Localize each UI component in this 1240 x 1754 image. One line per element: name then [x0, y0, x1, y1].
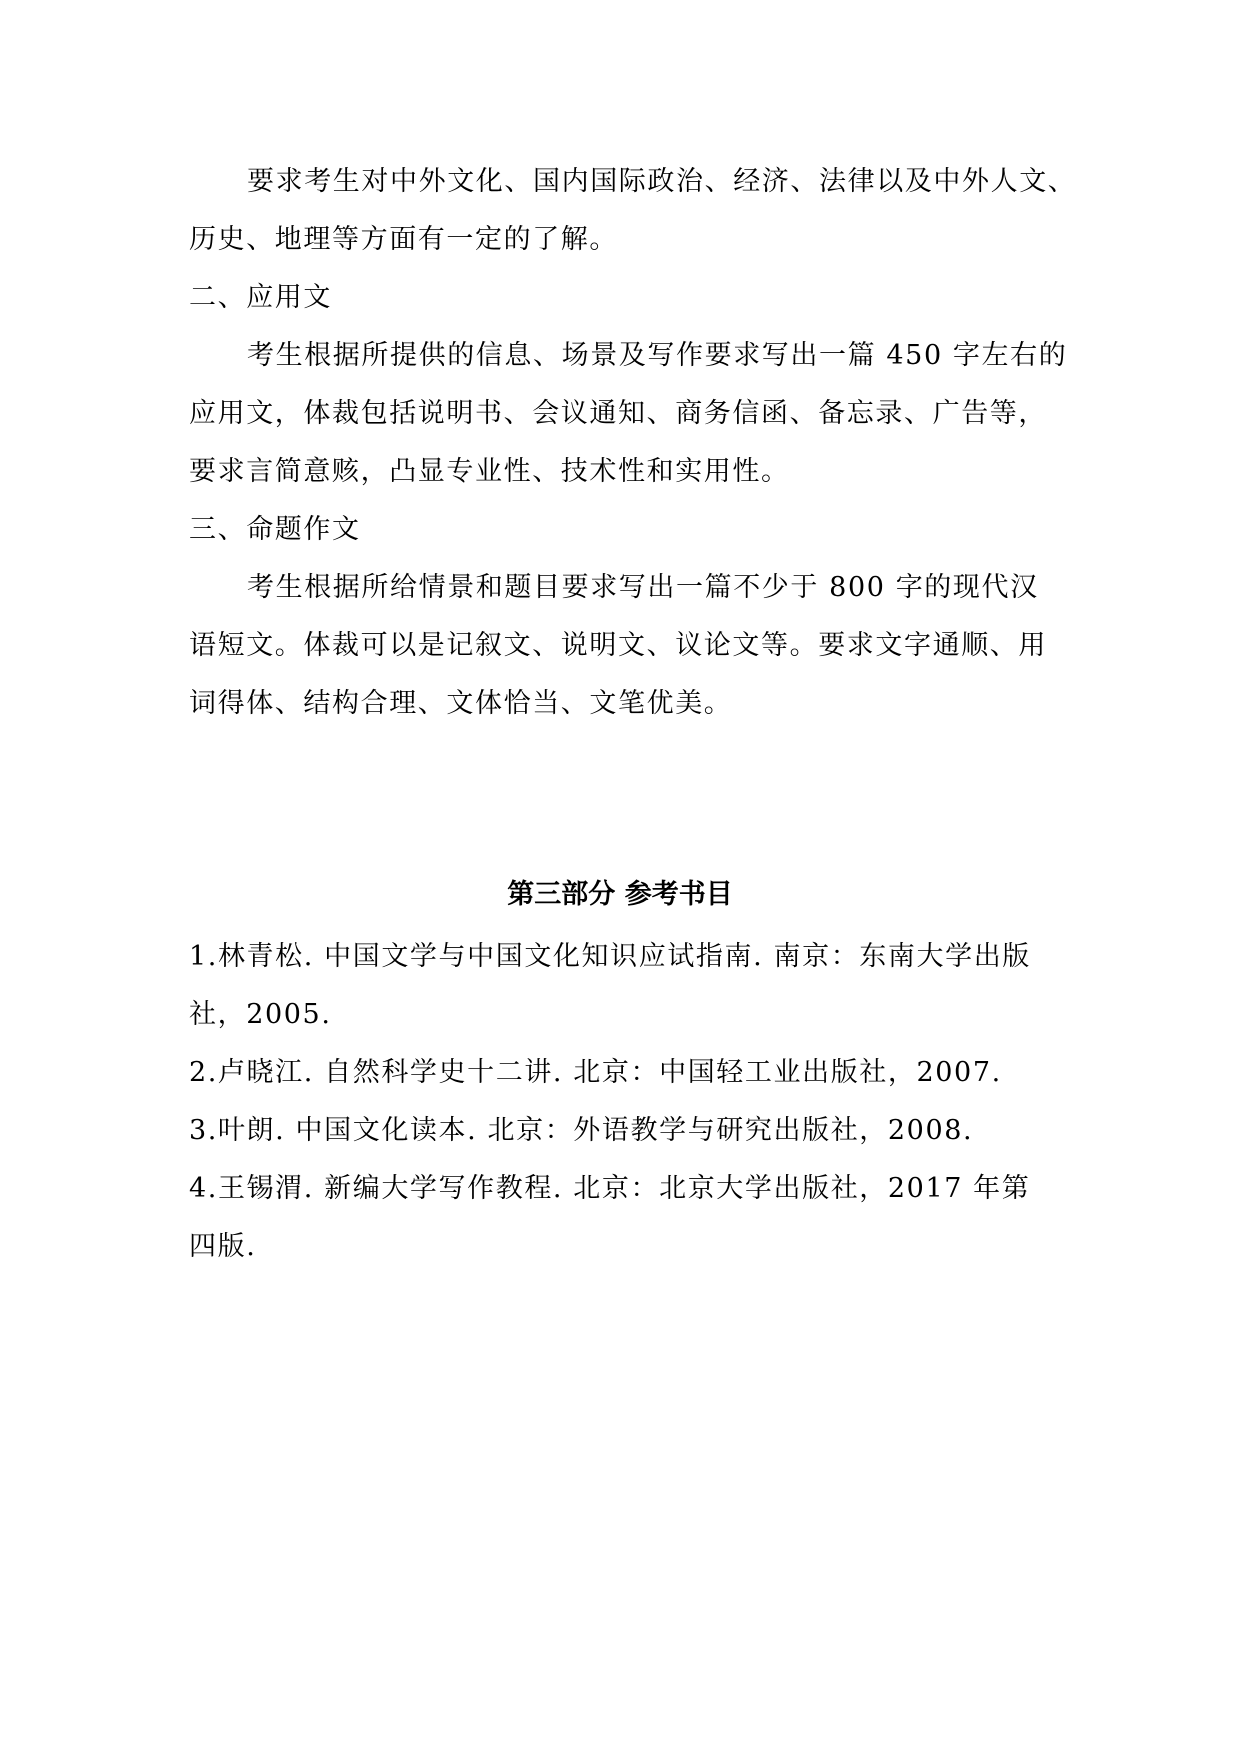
reference-item-1: 1.林青松. 中国文学与中国文化知识应试指南. 南京：东南大学出版: [189, 941, 1031, 972]
reference-item-1-continued: 社，2005.: [189, 999, 332, 1030]
reference-item-3: 3.叶朗. 中国文化读本. 北京：外语教学与研究出版社，2008.: [189, 1115, 974, 1146]
section-two-line: 应用文，体裁包括说明书、会议通知、商务信函、备忘录、广告等，: [189, 398, 1047, 429]
section-two-line: 要求言简意赅，凸显专业性、技术性和实用性。: [189, 456, 790, 487]
section-three-line: 词得体、结构合理、文体恰当、文笔优美。: [189, 688, 733, 719]
section-two-line: 考生根据所提供的信息、场景及写作要求写出一篇 450 字左右的: [247, 340, 1068, 371]
part-three-heading: 第三部分 参考书目: [507, 879, 733, 910]
reference-item-4: 4.王锡渭. 新编大学写作教程. 北京：北京大学出版社，2017 年第: [189, 1173, 1031, 1204]
reference-item-2: 2.卢晓江. 自然科学史十二讲. 北京：中国轻工业出版社，2007.: [189, 1057, 1002, 1088]
section-three-title: 三、命题作文: [189, 514, 361, 545]
section-two-title: 二、应用文: [189, 282, 332, 313]
reference-item-4-continued: 四版.: [189, 1231, 257, 1262]
section-three-line: 语短文。体裁可以是记叙文、说明文、议论文等。要求文字通顺、用: [189, 630, 1047, 661]
intro-paragraph-line: 历史、地理等方面有一定的了解。: [189, 224, 618, 255]
intro-paragraph-line: 要求考生对中外文化、国内国际政治、经济、法律以及中外人文、: [247, 166, 1077, 197]
section-three-line: 考生根据所给情景和题目要求写出一篇不少于 800 字的现代汉: [247, 572, 1039, 603]
